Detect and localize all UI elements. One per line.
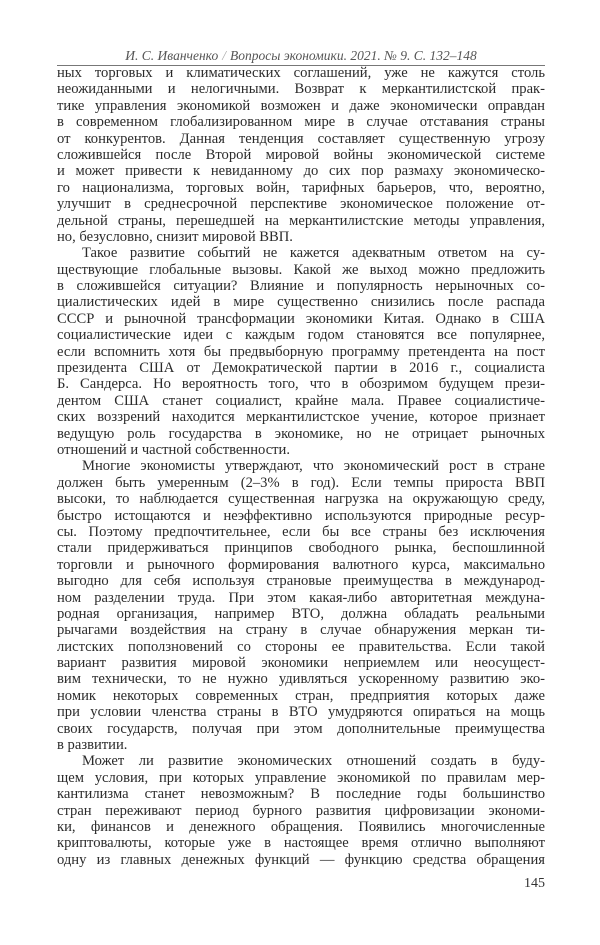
header-separator: / — [222, 48, 226, 63]
text-line: го национализма, торговых войн, тарифных барьеров, что, вероятно, — [57, 179, 545, 196]
text-line: если вспомнить хотя бы предвыборную программу претендента на пост — [57, 343, 545, 360]
text-line: ки, финансов и денежного обращения. Появились многочисленные — [57, 818, 545, 835]
text-line: кантилизма станет невозможным? В последние годы большинство — [57, 786, 545, 803]
paragraph — [57, 458, 545, 753]
text-line: сложившейся после Второй мировой войны экономической системе — [57, 146, 545, 163]
text-line: ном разделении труда. При этом какая-либо авторитетная междуна- — [57, 589, 545, 606]
text-line: президента США от Демократической партии в 2016 г., социалиста — [57, 360, 545, 377]
text-line: в сложившейся ситуации? Влияние и популярность нерыночных со- — [57, 278, 545, 295]
text-line: ных торговых и климатических соглашений, уже не кажутся столь — [57, 65, 545, 81]
text-line: вим технически, то не нужно удивляться ускоренному развитию эко- — [57, 671, 545, 688]
text-line: Б. Сандерса. Но вероятность того, что в обозримом будущем прези- — [57, 376, 545, 393]
text-line: отношений и частной собственности. — [57, 441, 291, 458]
text-line: одну из главных денежных функций — функцию средства обращения — [57, 851, 545, 868]
text-line: выгодно для себя используя страновые преимущества в международ- — [57, 573, 545, 590]
text-line: улучшит в среднесрочной перспективе экономическое положение от- — [57, 196, 545, 213]
paragraph — [57, 65, 545, 245]
text-line: стали придерживаться принципов свободного рынка, беспошлинной — [57, 540, 545, 557]
text-line: сы. Поэтому предпочтительнее, если бы все страны без исключения — [57, 523, 545, 540]
text-line: дельной страны, перешедшей на меркантилистские методы управления, — [57, 212, 545, 229]
text-line: циалистических идей в мире существенно снизились после распада — [57, 294, 545, 311]
text-line: СССР и рыночной трансформации экономики Китая. Однако в США — [57, 310, 545, 327]
text-line: рычагами воздействия на страну в случае обнаружения меркан ти- — [57, 622, 545, 639]
text-line: быстро истощаются и неэффективно используются природные ресур- — [57, 507, 545, 524]
text-line: Такое развитие событий не кажется адекватным ответом на су- — [82, 245, 545, 262]
paragraph — [57, 245, 545, 458]
text-line: но, безусловно, снизит мировой ВВП. — [57, 228, 293, 245]
text-line: должен быть умеренным (2–3% в год). Если темпы прироста ВВП — [57, 474, 545, 491]
article-body — [57, 65, 545, 868]
text-line: торговли и рыночного формирования валютного курса, максимально — [57, 556, 545, 573]
text-line: щем условия, при которых управление экономикой по правилам мер- — [57, 769, 545, 786]
text-line: ществующие глобальные вызовы. Какой же выход можно предложить — [57, 261, 545, 278]
text-line: социалистические идеи с каждым годом становятся все популярнее, — [57, 327, 545, 344]
text-line: высоки, то наблюдается существенная нагрузка на окружающую среду, — [57, 491, 545, 508]
text-line: листских поползновений со стороны ее правительства. Если такой — [57, 638, 545, 655]
text-line: при условии членства страны в ВТО умудряются опираться на мощь — [57, 704, 545, 721]
text-line: тике управления экономикой возможен и даже экономически оправдан — [57, 97, 545, 114]
running-header — [57, 48, 545, 64]
text-line: и может привести к невиданному до сих пор размаху экономическо- — [57, 163, 545, 180]
text-line: родная организация, например ВТО, должна обладать реальными — [57, 605, 545, 622]
header-author: И. С. Иванченко — [125, 48, 219, 63]
text-line: ских воззрений находится меркантилистское учение, которое признает — [57, 409, 545, 426]
paragraph — [57, 753, 545, 868]
text-line: своих государств, получая при этом дополнительные преимущества — [57, 720, 545, 737]
text-line: Может ли развитие экономических отношений создать в буду- — [82, 753, 545, 770]
text-line: ведущую роль государства в экономике, но не отрицает рыночных — [57, 425, 545, 442]
text-line: в современном глобализированном мире в случае отставания страны — [57, 114, 545, 131]
text-line: стран переживают период бурного развития цифровизации экономи- — [57, 802, 545, 819]
text-line: дентом США станет социалист, крайне мала. Правее социалистиче- — [57, 392, 545, 409]
text-line: от конкурентов. Данная тенденция составляет существенную угрозу — [57, 130, 545, 147]
text-line: вариант развития мировой экономики неприемлем или неосущест- — [57, 655, 545, 672]
text-line: криптовалюты, которые уже в настоящее время отлично выполняют — [57, 835, 545, 852]
text-line: Многие экономисты утверждают, что экономический рост в стране — [82, 458, 545, 475]
text-line: неожиданными и нелогичными. Возврат к меркантилистской прак- — [57, 81, 545, 98]
header-journal: Вопросы экономики. 2021. № 9. С. 132–148 — [229, 48, 477, 63]
text-line: номик некоторых современных стран, предприятия которых даже — [57, 687, 545, 704]
text-line: в развитии. — [57, 737, 128, 754]
page-number: 145 — [524, 876, 545, 891]
